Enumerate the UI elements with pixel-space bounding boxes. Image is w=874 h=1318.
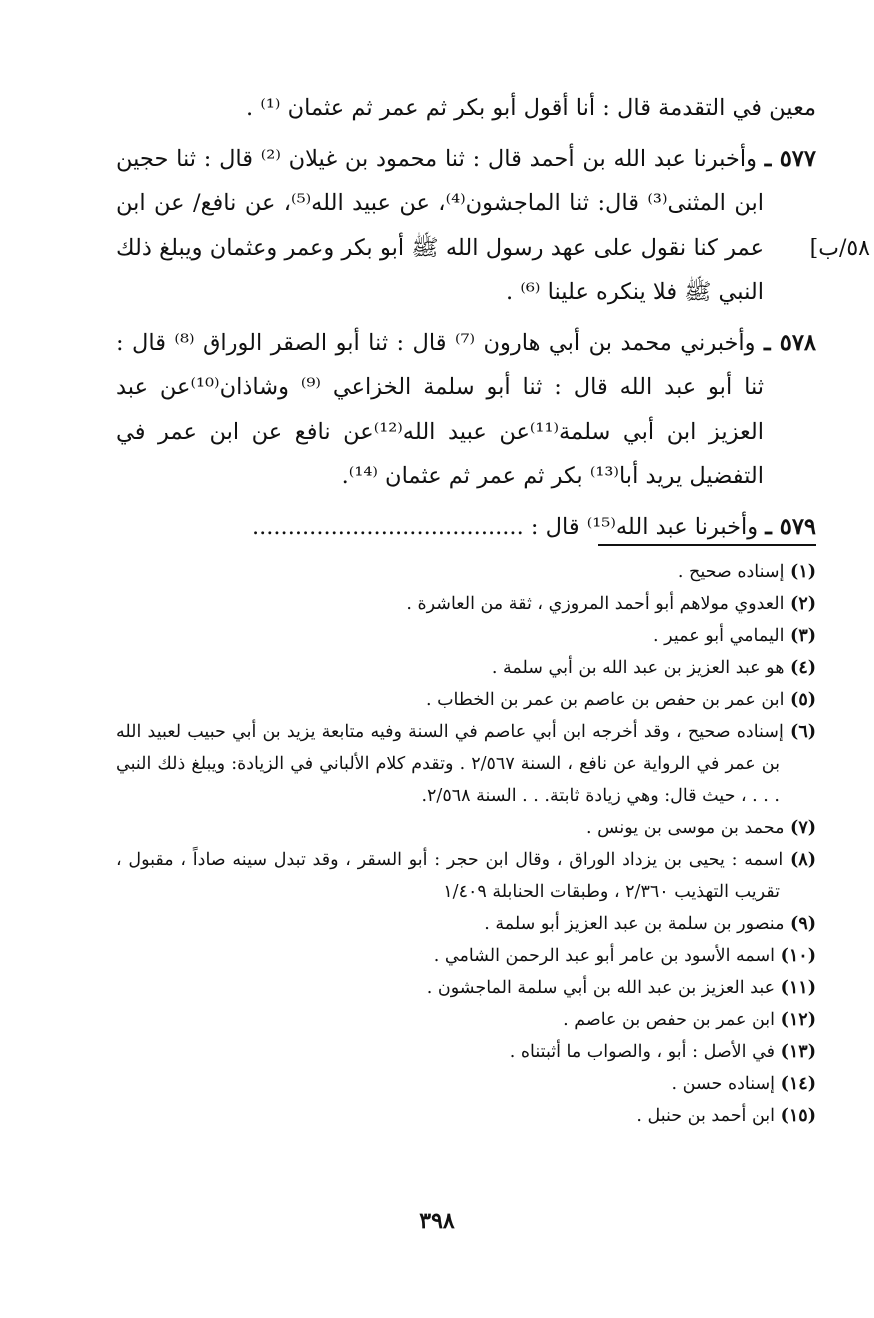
paragraph-577 — [116, 137, 816, 315]
footnote-4 — [116, 652, 816, 684]
footnote-number: (٨) — [790, 850, 816, 870]
footnote-number: (٤) — [790, 658, 816, 678]
footnote-text: هو عبد العزيز بن عبد الله بن أبي سلمة . — [491, 658, 785, 678]
footnote-10 — [116, 940, 816, 972]
footnote-number: (٦) — [790, 722, 816, 742]
footnotes — [116, 556, 816, 1132]
footnote-text: منصور بن سلمة بن عبد العزيز أبو سلمة . — [484, 914, 785, 934]
footnote-text: ابن عمر بن حفص بن عاصم بن عمر بن الخطاب . — [425, 690, 785, 710]
paragraph-text: وأخبرني محمد بن أبي هارون ⁽⁷⁾ قال : ثنا أبو الصقر الوراق ⁽⁸⁾ قال : ثنا أبو عبد الله قال : ثنا أبو سلمة الخزاعي ⁽⁹⁾ وشاذان⁽¹⁰⁾عن عبد العزيز ابن أبي سلمة⁽¹¹⁾عن عبيد الله⁽¹²⁾عن نافع عن ابن عمر في التفضيل يريد أبا⁽¹³⁾ بكر ثم عمر ثم عثمان ⁽¹⁴⁾. — [116, 329, 764, 489]
footnote-text: ابن عمر بن حفص بن عاصم . — [563, 1010, 776, 1030]
paragraph-text: وأخبرنا عبد الله بن أحمد قال : ثنا محمود بن غيلان ⁽²⁾ قال : ثنا حجين ابن المثنى⁽³⁾ قال: ثنا الماجشون⁽⁴⁾، عن عبيد الله⁽⁵⁾، عن نافع/ عن ابن عمر كنا نقول على عهد رسول الله ﷺ أبو بكر وعمر وعثمان ويبلغ ذلك النبي ﷺ فلا ينكره علينا ⁽⁶⁾ . — [116, 145, 764, 305]
footnote-number: (١٣) — [780, 1042, 816, 1062]
paragraph-579 — [116, 505, 816, 550]
footnote-text: محمد بن موسى بن يونس . — [585, 818, 785, 838]
footnote-12 — [116, 1004, 816, 1036]
page-number: ٣٩٨ — [419, 1208, 455, 1234]
footnote-text: في الأصل : أبو ، والصواب ما أثبتناه . — [509, 1042, 776, 1062]
footnote-6 — [116, 716, 816, 812]
footnote-number: (١٥) — [780, 1106, 816, 1126]
footnote-number: (٩) — [790, 914, 816, 934]
continuation-dots: ...................................... — [251, 513, 524, 540]
footnote-number: (١١) — [780, 978, 816, 998]
footnote-13 — [116, 1036, 816, 1068]
paragraph-text: وأخبرنا عبد الله⁽¹⁵⁾ قال : — [530, 513, 759, 540]
footnote-text: ابن أحمد بن حنبل . — [636, 1106, 776, 1126]
footnote-7 — [116, 812, 816, 844]
footnote-15 — [116, 1100, 816, 1132]
footnote-9 — [116, 908, 816, 940]
footnote-text: اسمه الأسود بن عامر أبو عبد الرحمن الشامي . — [433, 946, 776, 966]
footnote-3 — [116, 620, 816, 652]
footnote-5 — [116, 684, 816, 716]
paragraph-number: ٥٧٧ ـ — [764, 145, 816, 172]
footnote-number: (٣) — [790, 626, 816, 646]
footnote-2 — [116, 588, 816, 620]
footnote-text: اسمه : يحيى بن يزداد الوراق ، وقال ابن حجر : أبو السقر ، وقد تبدل سينه صاداً ، مقبول ، تقريب التهذيب ٢/٣٦٠ ، وطبقات الحنابلة ١/٤٠٩ — [116, 850, 784, 902]
footnote-number: (١٤) — [780, 1074, 816, 1094]
paragraph-number: ٥٧٨ ـ — [764, 329, 817, 356]
footnote-number: (٧) — [790, 818, 816, 838]
footnote-separator — [598, 544, 816, 546]
manuscript-folio-marker: [٥٨/ب — [809, 236, 870, 261]
paragraph-text: معين في التقدمة قال : أنا أقول أبو بكر ثم عمر ثم عثمان ⁽¹⁾ . — [246, 95, 816, 121]
footnote-number: (١٢) — [780, 1010, 816, 1030]
footnote-11 — [116, 972, 816, 1004]
footnote-8 — [116, 844, 816, 908]
footnote-14 — [116, 1068, 816, 1100]
footnote-number: (١٠) — [780, 946, 816, 966]
footnote-text: إسناده صحيح . — [677, 562, 785, 582]
footnote-text: عبد العزيز بن عبد الله بن أبي سلمة الماجشون . — [426, 978, 776, 998]
paragraph-continuation — [116, 86, 816, 131]
footnote-text: اليمامي أبو عمير . — [653, 626, 785, 646]
paragraph-number: ٥٧٩ ـ — [765, 513, 816, 540]
footnote-number: (١) — [790, 562, 816, 582]
footnote-text: إسناده صحيح ، وقد أخرجه ابن أبي عاصم في السنة وفيه متابعة يزيد بن أبي حبيب لعبيد الله بن عمر في الرواية عن نافع ، السنة ٢/٥٦٧ . وتقدم كلام الألباني في الزيادة: ويبلغ ذلك النبي . . . ، حيث قال: وهي زيادة ثابتة. . . السنة ٢/٥٦٨. — [116, 722, 784, 806]
main-text — [116, 86, 816, 549]
footnote-text: إسناده حسن . — [671, 1074, 776, 1094]
footnote-number: (٢) — [790, 594, 816, 614]
footnote-text: العدوي مولاهم أبو أحمد المروزي ، ثقة من العاشرة . — [406, 594, 785, 614]
footnote-number: (٥) — [790, 690, 816, 710]
footnote-1 — [116, 556, 816, 588]
paragraph-578 — [116, 321, 816, 499]
